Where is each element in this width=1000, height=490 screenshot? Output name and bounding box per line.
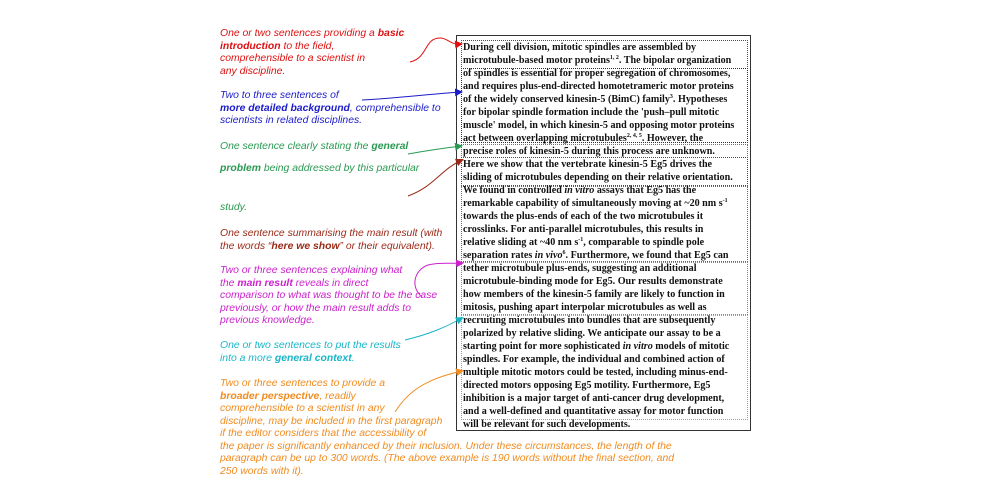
context-line-1: One or two sentences to put the results xyxy=(220,340,401,351)
abstract-line-14: towards the plus-ends of each of the two microtubules it xyxy=(463,211,704,222)
broader-line-4: discipline, may be included in the first paragraph xyxy=(220,415,443,427)
abstract-line-16a: relative sliding at ~40 nm s xyxy=(463,237,579,248)
abstract-line-24a: starting point for more sophisticated xyxy=(463,341,623,352)
context-bold: general context xyxy=(274,352,352,364)
broader-line-5: if the editor considers that the accessibility of xyxy=(220,428,427,439)
citation-2-4-5: 2, 4, 5 xyxy=(626,133,642,139)
reveals-bold: main result xyxy=(237,277,293,289)
background-bold: more detailed background xyxy=(220,102,350,114)
intro-line-1: One or two sentences providing a xyxy=(220,28,378,39)
arrow-intro xyxy=(410,38,461,62)
abstract-line-16b: , comparable to spindle pole xyxy=(583,237,705,248)
arrow-context xyxy=(405,318,462,340)
abstract-line-21: mitosis, pushing apart interpolar microtubules as well as xyxy=(463,302,707,313)
abstract-line-19: microtubule-binding mode for Eg5. Our results demonstrate xyxy=(463,276,723,287)
abstract-line-5b: . Hypotheses xyxy=(672,94,728,105)
broader-line-2: , readily xyxy=(319,390,356,402)
background-line-3: scientists in related disciplines. xyxy=(220,115,363,126)
abstract-line-25: spindles. For example, the individual and combined action of xyxy=(463,354,725,365)
abstract-line-24-italic: in vitro xyxy=(622,341,653,352)
intro-line-2: to the field, xyxy=(280,40,335,52)
abstract-line-12a: We found in controlled xyxy=(463,185,565,196)
intro-bold-introduction: introduction xyxy=(220,40,281,52)
citation-1-2: 1, 2 xyxy=(609,55,619,61)
background-line-2: , comprehensible to xyxy=(349,102,441,114)
broader-line-6: the paper is significantly enhanced by their inclusion. Under these circumstances, the length of the xyxy=(220,440,672,452)
abstract-line-13a: remarkable capability of simultaneously moving at ~20 nm s xyxy=(463,198,723,209)
intro-bold-basic: basic xyxy=(377,28,405,39)
broader-line-3: comprehensible to a scientist in any xyxy=(220,403,385,414)
main-result-bold: here we show xyxy=(271,240,340,252)
abstract-line-8b: . However, the xyxy=(641,133,704,144)
problem-bold-problem: problem xyxy=(220,163,261,174)
abstract-line-6: for bipolar spindle formation include the 'push–pull mitotic xyxy=(463,107,720,118)
abstract-line-2b: . The bipolar organization xyxy=(618,55,732,66)
arrow-main-result xyxy=(408,160,462,196)
abstract-line-11: sliding of microtubules depending on their relative orientation. xyxy=(463,172,733,183)
abstract-line-24b: models of mitotic xyxy=(652,341,730,352)
abstract-line-17-italic: in vivo xyxy=(534,250,563,261)
main-result-line-1: One sentence summarising the main result (with xyxy=(220,228,443,239)
abstract-line-15: crosslinks. For anti-parallel microtubules, this results in xyxy=(463,224,704,235)
reveals-line-3: comparison to what was thought to be the case xyxy=(220,290,438,301)
abstract-line-2a: microtubule-based motor proteins xyxy=(463,55,610,66)
abstract-line-22: recruiting microtubules into bundles that are subsequently xyxy=(463,315,716,326)
context-line-2: into a more xyxy=(220,352,275,364)
unit-exponent: -1 xyxy=(722,198,728,204)
abstract-line-12-italic: in vitro xyxy=(564,185,595,196)
reveals-line-4: previously, or how the main result adds to xyxy=(220,302,411,314)
citation-3: 3 xyxy=(669,94,673,100)
abstract-line-1: During cell division, mitotic spindles are assembled by xyxy=(463,42,697,53)
abstract-line-23: polarized by relative sliding. We anticipate our assay to be a xyxy=(463,328,721,339)
intro-line-4: any discipline. xyxy=(220,65,286,77)
main-result-line-2: the words “ xyxy=(220,240,272,252)
abstract-line-5a: of the widely conserved kinesin-5 (BimC) family xyxy=(463,94,670,105)
context-line-3: . xyxy=(351,352,355,364)
problem-line-3: study. xyxy=(220,202,247,213)
abstract-line-7: muscle' model, in which kinesin-5 and opposing motor proteins xyxy=(463,120,735,131)
abstract-line-17a: separation rates xyxy=(463,250,535,261)
abstract-line-10: Here we show that the vertebrate kinesin-5 Eg5 drives the xyxy=(463,159,713,170)
abstract-line-27: directed motors opposing Eg5 motility. Furthermore, Eg5 xyxy=(463,380,711,391)
abstract-line-4: and requires plus-end-directed homotetrameric motor proteins xyxy=(463,81,734,92)
broader-line-1: Two or three sentences to provide a xyxy=(220,378,385,389)
broader-bold: broader perspective xyxy=(220,390,320,402)
abstract-line-30: will be relevant for such developments. xyxy=(463,419,631,430)
broader-line-8: 250 words with it). xyxy=(220,465,304,477)
arrow-problem xyxy=(408,146,461,154)
arrow-broader xyxy=(395,371,462,412)
abstract-line-20: how members of the kinesin-5 family are likely to function in xyxy=(463,289,725,300)
abstract-line-9: precise roles of kinesin-5 during this process are unknown. xyxy=(463,146,715,157)
citation-6: 6 xyxy=(562,250,566,256)
abstract-line-3: of spindles is essential for proper segregation of chromosomes, xyxy=(463,68,731,79)
abstract-line-17b: . Furthermore, we found that Eg5 can xyxy=(565,250,729,261)
arrow-background xyxy=(362,92,461,100)
reveals-line-1: Two or three sentences explaining what xyxy=(220,265,403,276)
reveals-line-5: previous knowledge. xyxy=(220,315,315,326)
unit-exponent: -1 xyxy=(578,237,584,243)
broader-line-7: paragraph can be up to 300 words. (The above example is 190 words without the final section, and xyxy=(220,453,675,464)
background-line-1: Two to three sentences of xyxy=(220,90,339,101)
problem-bold-general: general xyxy=(371,141,409,152)
problem-line-2: being addressed by this particular xyxy=(261,163,420,174)
abstract-line-8a: act between overlapping microtubules xyxy=(463,133,627,144)
reveals-line-2a: the xyxy=(220,277,238,289)
problem-line-1: One sentence clearly stating the xyxy=(220,141,372,152)
reveals-line-2b: reveals in direct xyxy=(292,277,369,289)
abstract-line-12b: assays that Eg5 has the xyxy=(594,185,697,196)
abstract-line-28: inhibition is a major target of anti-cancer drug development, xyxy=(463,393,725,404)
abstract-line-29: and a well-defined and quantitative assay for motor function xyxy=(463,406,724,417)
main-result-line-3: ” or their equivalent). xyxy=(339,240,435,252)
abstract-line-26: multiple mitotic motors could be tested, including minus-end- xyxy=(463,367,728,378)
intro-line-3: comprehensible to a scientist in xyxy=(220,53,365,64)
abstract-line-18: tether microtubule plus-ends, suggesting an additional xyxy=(463,263,697,274)
arrow-reveals xyxy=(415,263,462,297)
